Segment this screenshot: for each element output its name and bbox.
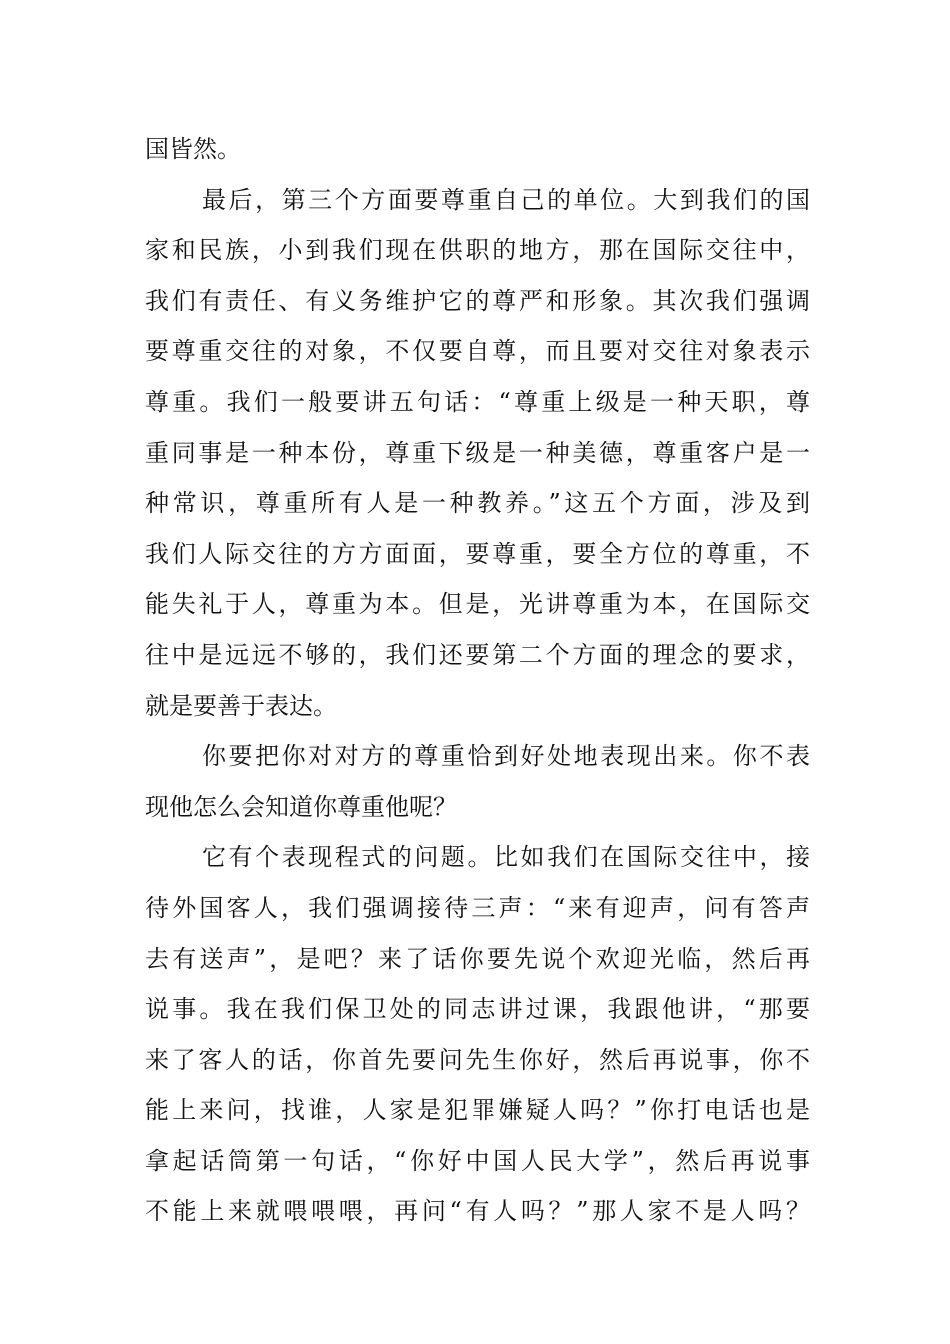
text-line: 不能上来就喂喂喂，再问“有人吗？”那人家不是人吗？ bbox=[145, 1197, 810, 1226]
text-line: 能失礼于人，尊重为本。但是，光讲尊重为本，在国际交 bbox=[145, 590, 810, 619]
text-line: 就是要善于表达。 bbox=[145, 691, 337, 720]
text-line: 去有送声”，是吧？来了话你要先说个欢迎光临，然后再 bbox=[145, 944, 810, 973]
text-line: 种常识，尊重所有人是一种教养。”这五个方面，涉及到 bbox=[145, 489, 810, 518]
text-line: 它有个表现程式的问题。比如我们在国际交往中，接 bbox=[202, 843, 810, 872]
text-line: 我们有责任、有义务维护它的尊严和形象。其次我们强调 bbox=[145, 286, 810, 315]
text-line: 我们人际交往的方方面面，要尊重，要全方位的尊重，不 bbox=[145, 539, 810, 568]
text-line: 往中是远远不够的，我们还要第二个方面的理念的要求， bbox=[145, 640, 810, 669]
text-line: 现他怎么会知道你尊重他呢？ bbox=[145, 792, 457, 821]
text-line: 能上来问，找谁，人家是犯罪嫌疑人吗？”你打电话也是 bbox=[145, 1096, 810, 1125]
text-line: 最后，第三个方面要尊重自己的单位。大到我们的国 bbox=[202, 185, 810, 214]
text-line: 国皆然。 bbox=[145, 135, 241, 163]
text-line: 你要把你对对方的尊重恰到好处地表现出来。你不表 bbox=[202, 742, 810, 771]
text-line: 尊重。我们一般要讲五句话：“尊重上级是一种天职，尊 bbox=[145, 387, 810, 416]
text-line: 待外国客人，我们强调接待三声：“来有迎声，问有答声 bbox=[145, 893, 810, 922]
text-line: 拿起话筒第一句话，“你好中国人民大学”，然后再说事 bbox=[145, 1146, 810, 1175]
text-line: 来了客人的话，你首先要问先生你好，然后再说事，你不 bbox=[145, 1045, 810, 1074]
text-line: 要尊重交往的对象，不仅要自尊，而且要对交往对象表示 bbox=[145, 337, 810, 366]
body-text bbox=[145, 124, 810, 1237]
text-line: 家和民族，小到我们现在供职的地方，那在国际交往中， bbox=[145, 236, 810, 265]
text-line: 说事。我在我们保卫处的同志讲过课，我跟他讲，“那要 bbox=[145, 995, 810, 1024]
text-line: 重同事是一种本份，尊重下级是一种美德，尊重客户是一 bbox=[145, 438, 810, 467]
